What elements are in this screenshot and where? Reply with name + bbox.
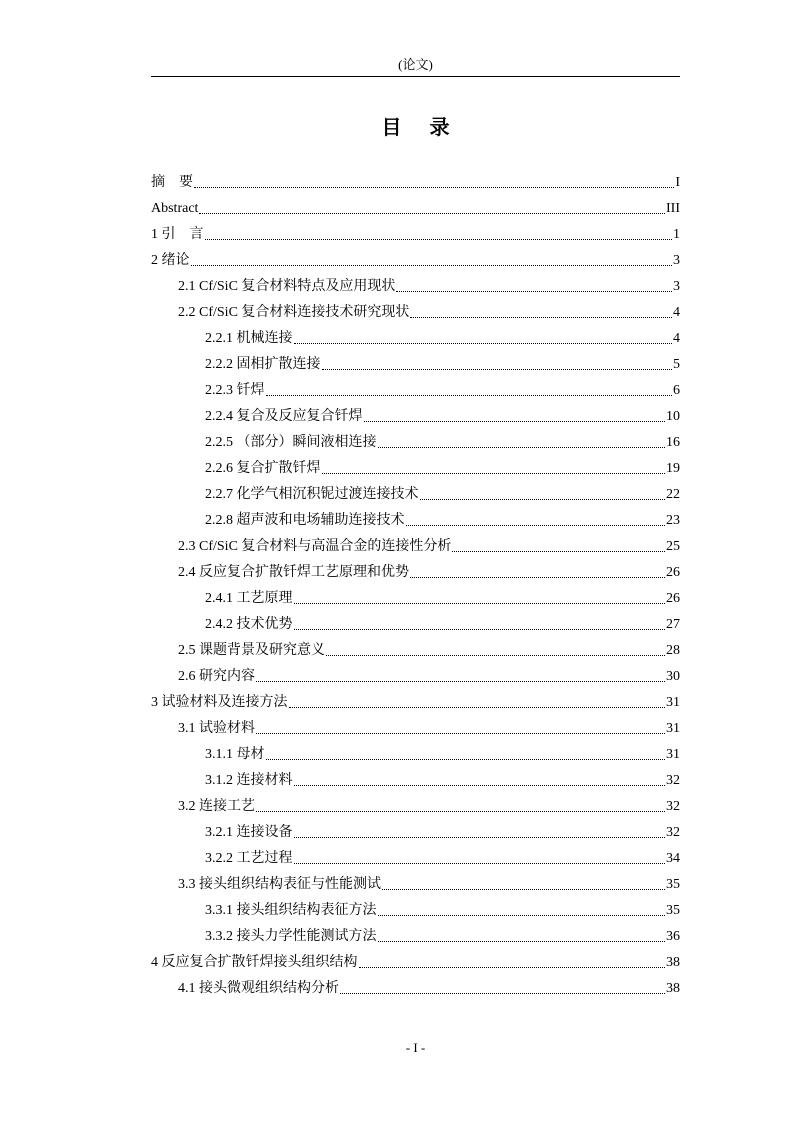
toc-dot-leader bbox=[378, 446, 666, 448]
toc-entry[interactable] bbox=[151, 690, 680, 716]
toc-entry-page: 32 bbox=[666, 773, 680, 788]
toc-entry[interactable] bbox=[151, 326, 680, 352]
toc-dot-leader bbox=[205, 238, 673, 240]
toc-entry-page: 19 bbox=[666, 461, 680, 476]
toc-entry-label: 2.2.3 钎焊 bbox=[205, 383, 265, 398]
toc-entry[interactable] bbox=[151, 612, 680, 638]
toc-entry-label: 3.3.2 接头力学性能测试方法 bbox=[205, 929, 377, 944]
toc-entry-label: 2 绪论 bbox=[151, 253, 190, 268]
toc-entry-page: 35 bbox=[666, 903, 680, 918]
toc-entry-label: 2.4.1 工艺原理 bbox=[205, 591, 293, 606]
toc-entry-label: 4.1 接头微观组织结构分析 bbox=[178, 981, 339, 996]
toc-entry-page: 1 bbox=[673, 227, 680, 242]
toc-entry-page: 31 bbox=[666, 747, 680, 762]
toc-entry-page: 16 bbox=[666, 435, 680, 450]
toc-entry-page: 4 bbox=[673, 331, 680, 346]
toc-dot-leader bbox=[326, 654, 665, 656]
toc-dot-leader bbox=[322, 472, 666, 474]
toc-entry-label: 2.5 课题背景及研究意义 bbox=[178, 643, 325, 658]
toc-dot-leader bbox=[378, 940, 666, 942]
toc-entry-label: 2.2.2 固相扩散连接 bbox=[205, 357, 321, 372]
toc-dot-leader bbox=[396, 290, 672, 292]
toc-entry[interactable] bbox=[151, 430, 680, 456]
toc-entry-label: 2.4 反应复合扩散钎焊工艺原理和优势 bbox=[178, 565, 409, 580]
toc-entry-label: 3.1.2 连接材料 bbox=[205, 773, 293, 788]
toc-entry[interactable] bbox=[151, 976, 680, 1002]
toc-entry[interactable] bbox=[151, 950, 680, 976]
toc-entry[interactable] bbox=[151, 300, 680, 326]
toc-entry-page: 10 bbox=[666, 409, 680, 424]
toc-entry[interactable] bbox=[151, 170, 680, 196]
toc-dot-leader bbox=[256, 680, 665, 682]
toc-entry-label: 2.2.6 复合扩散钎焊 bbox=[205, 461, 321, 476]
toc-dot-leader bbox=[289, 706, 666, 708]
toc-entry[interactable] bbox=[151, 742, 680, 768]
toc-entry[interactable] bbox=[151, 586, 680, 612]
toc-entry-page: III bbox=[666, 201, 680, 216]
toc-entry-page: 22 bbox=[666, 487, 680, 502]
toc-entry-page: 3 bbox=[673, 253, 680, 268]
toc-entry-page: 32 bbox=[666, 799, 680, 814]
header-rule bbox=[151, 76, 680, 77]
toc-entry-page: 38 bbox=[666, 981, 680, 996]
toc-entry-label: 3.2.1 连接设备 bbox=[205, 825, 293, 840]
toc-entry-page: 23 bbox=[666, 513, 680, 528]
toc-entry-page: 30 bbox=[666, 669, 680, 684]
toc-entry[interactable] bbox=[151, 716, 680, 742]
toc-entry-page: 38 bbox=[666, 955, 680, 970]
toc-entry[interactable] bbox=[151, 872, 680, 898]
toc-entry-label: 3.1.1 母材 bbox=[205, 747, 265, 762]
toc-entry-page: 32 bbox=[666, 825, 680, 840]
toc-entry-page: 34 bbox=[666, 851, 680, 866]
toc-dot-leader bbox=[191, 264, 673, 266]
toc-entry-label: Abstract bbox=[151, 201, 199, 216]
toc-entry-page: 36 bbox=[666, 929, 680, 944]
toc-dot-leader bbox=[294, 628, 666, 630]
toc-entry-page: 31 bbox=[666, 695, 680, 710]
toc-dot-leader bbox=[340, 992, 665, 994]
toc-dot-leader bbox=[420, 498, 666, 500]
toc-dot-leader bbox=[194, 186, 674, 188]
toc-entry-label: 摘 要 bbox=[151, 175, 193, 190]
toc-entry[interactable] bbox=[151, 248, 680, 274]
toc-dot-leader bbox=[294, 862, 666, 864]
toc-entry-page: 26 bbox=[666, 591, 680, 606]
toc-entry[interactable] bbox=[151, 846, 680, 872]
toc-dot-leader bbox=[266, 394, 673, 396]
toc-dot-leader bbox=[410, 576, 665, 578]
toc-entry-label: 3 试验材料及连接方法 bbox=[151, 695, 288, 710]
toc-entry-label: 2.2.8 超声波和电场辅助连接技术 bbox=[205, 513, 405, 528]
toc-entry-page: 27 bbox=[666, 617, 680, 632]
toc-entry-label: 2.6 研究内容 bbox=[178, 669, 255, 684]
toc-entry-label: 2.2 Cf/SiC 复合材料连接技术研究现状 bbox=[178, 305, 410, 320]
toc-dot-leader bbox=[256, 810, 665, 812]
running-header: (论文) bbox=[398, 57, 433, 72]
toc-dot-leader bbox=[199, 212, 665, 214]
page-number: - I - bbox=[405, 1040, 426, 1055]
toc-entry[interactable] bbox=[151, 508, 680, 534]
toc-entry-label: 2.2.4 复合及反应复合钎焊 bbox=[205, 409, 363, 424]
toc-entry[interactable] bbox=[151, 378, 680, 404]
toc-entry[interactable] bbox=[151, 196, 680, 222]
toc-entry-label: 1 引 言 bbox=[151, 227, 204, 242]
toc-entry-page: 28 bbox=[666, 643, 680, 658]
toc-dot-leader bbox=[406, 524, 666, 526]
toc-entry-page: 25 bbox=[666, 539, 680, 554]
toc-entry[interactable] bbox=[151, 222, 680, 248]
toc-entry[interactable] bbox=[151, 404, 680, 430]
toc-entry-label: 3.2 连接工艺 bbox=[178, 799, 255, 814]
toc-entry-label: 2.2.7 化学气相沉积铌过渡连接技术 bbox=[205, 487, 419, 502]
toc-entry[interactable] bbox=[151, 482, 680, 508]
toc-entry-label: 4 反应复合扩散钎焊接头组织结构 bbox=[151, 955, 358, 970]
toc-entry[interactable] bbox=[151, 924, 680, 950]
toc-entry-label: 2.2.1 机械连接 bbox=[205, 331, 293, 346]
toc-dot-leader bbox=[256, 732, 665, 734]
toc-entry-page: 4 bbox=[673, 305, 680, 320]
toc-entry-page: I bbox=[675, 175, 680, 190]
toc-dot-leader bbox=[378, 914, 666, 916]
toc-dot-leader bbox=[364, 420, 666, 422]
toc-entry[interactable] bbox=[151, 534, 680, 560]
toc-entry-label: 2.3 Cf/SiC 复合材料与高温合金的连接性分析 bbox=[178, 539, 452, 554]
table-of-contents bbox=[151, 170, 680, 1002]
toc-dot-leader bbox=[294, 784, 666, 786]
toc-entry[interactable] bbox=[151, 898, 680, 924]
toc-dot-leader bbox=[294, 602, 666, 604]
toc-entry[interactable] bbox=[151, 560, 680, 586]
toc-dot-leader bbox=[452, 550, 665, 552]
toc-dot-leader bbox=[359, 966, 666, 968]
toc-entry[interactable] bbox=[151, 352, 680, 378]
toc-entry-page: 26 bbox=[666, 565, 680, 580]
toc-entry-page: 5 bbox=[673, 357, 680, 372]
toc-entry-label: 3.1 试验材料 bbox=[178, 721, 255, 736]
toc-entry-label: 2.1 Cf/SiC 复合材料特点及应用现状 bbox=[178, 279, 396, 294]
toc-entry[interactable] bbox=[151, 768, 680, 794]
toc-dot-leader bbox=[382, 888, 665, 890]
toc-entry[interactable] bbox=[151, 794, 680, 820]
toc-entry-label: 3.3.1 接头组织结构表征方法 bbox=[205, 903, 377, 918]
toc-entry[interactable] bbox=[151, 456, 680, 482]
toc-dot-leader bbox=[294, 342, 673, 344]
toc-entry-page: 35 bbox=[666, 877, 680, 892]
page-title: 目录 bbox=[381, 117, 478, 139]
toc-entry-page: 31 bbox=[666, 721, 680, 736]
toc-entry-label: 3.2.2 工艺过程 bbox=[205, 851, 293, 866]
toc-dot-leader bbox=[410, 316, 672, 318]
toc-entry[interactable] bbox=[151, 820, 680, 846]
toc-entry[interactable] bbox=[151, 638, 680, 664]
toc-entry-page: 6 bbox=[673, 383, 680, 398]
toc-entry-label: 3.3 接头组织结构表征与性能测试 bbox=[178, 877, 381, 892]
toc-entry-label: 2.2.5 （部分）瞬间液相连接 bbox=[205, 435, 377, 450]
toc-dot-leader bbox=[266, 758, 666, 760]
toc-entry[interactable] bbox=[151, 274, 680, 300]
toc-dot-leader bbox=[322, 368, 673, 370]
toc-dot-leader bbox=[294, 836, 666, 838]
toc-entry[interactable] bbox=[151, 664, 680, 690]
toc-entry-label: 2.4.2 技术优势 bbox=[205, 617, 293, 632]
toc-entry-page: 3 bbox=[673, 279, 680, 294]
